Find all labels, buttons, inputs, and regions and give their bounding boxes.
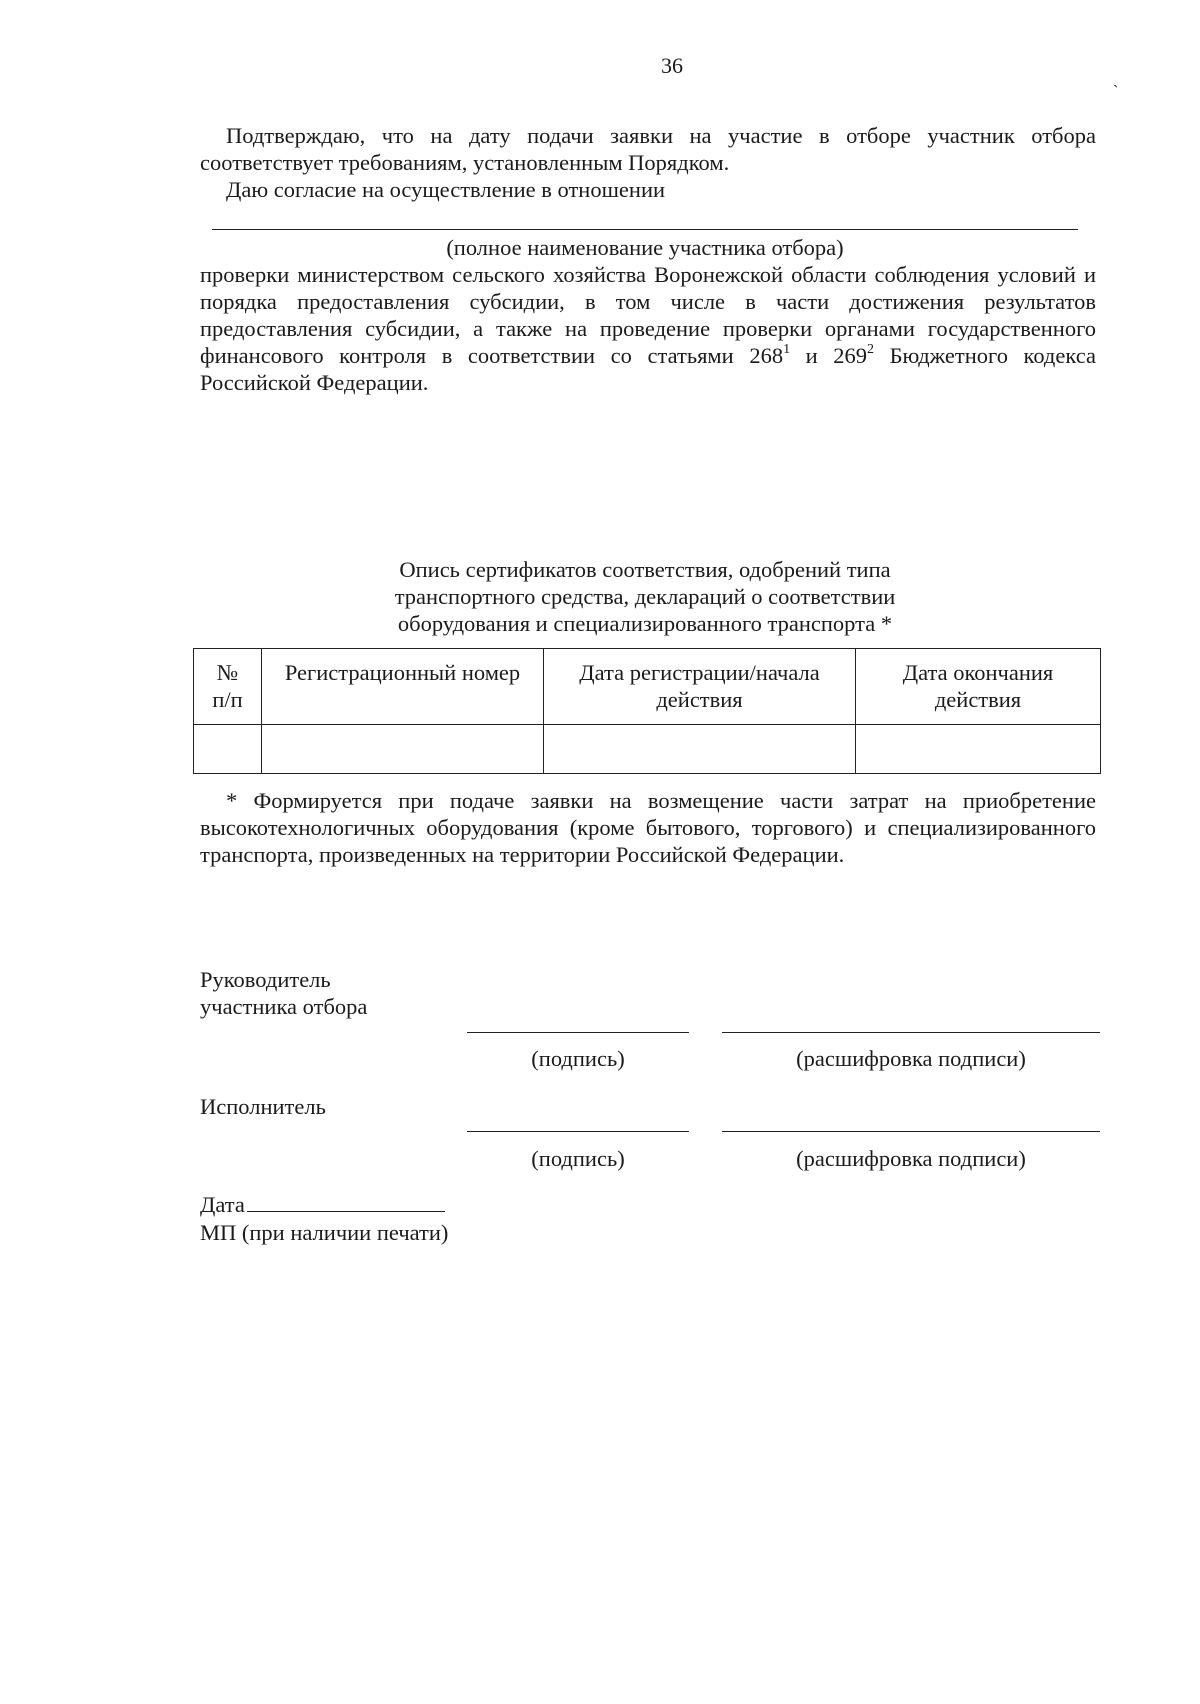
page-number: 36 [661,53,683,78]
executor-signature-caption: (подпись) [531,1146,625,1171]
consent-body: проверки министерством сельского хозяйства Воронежской области соблюдения условий и порядка предоставления субсидии, в том числе в части достижения результатов предоставления субсидии, а также на проведение проверки органами государственного финансового контроля в соответствии со статьями [200,262,1096,368]
head-label [200,966,367,1020]
inventory-title-line-2: транспортного средства, деклараций о соответствии [394,584,896,609]
table-cell[interactable] [194,725,262,774]
participant-name-line [212,229,1078,230]
corner-mark: ˏ [1113,71,1119,88]
footnote-text: * Формируется при подаче заявки на возмещение части затрат на приобретение высокотехнологичных оборудования (кроме бытового, торгового) и специализированного транспорта, произведенных на территории Российской Федерации. [200,788,1096,867]
footnote-paragraph [200,787,1096,868]
head-decoding-line[interactable] [722,1032,1100,1033]
column-header-end-date: Дата окончания действия [856,649,1101,725]
consent-paragraph [200,261,1096,396]
certificates-table [193,648,1101,774]
table-cell[interactable] [262,725,544,774]
table-cell[interactable] [544,725,856,774]
inventory-title-line-3: оборудования и специализированного транспорта * [397,611,893,636]
column-header-reg-date: Дата регистрации/начала действия [544,649,856,725]
consent-intro-line [200,176,1096,203]
table-header-row [194,649,1101,725]
confirmation-text: Подтверждаю, что на дату подачи заявки на участие в отборе участник отбора соответствует требованиям, установленным Порядком. [200,123,1096,175]
article-269: 269 [833,343,868,368]
conjunction: и [805,343,818,368]
executor-signature-line[interactable] [467,1131,689,1132]
inventory-title-line-1: Опись сертификатов соответствия, одобрений типа [399,557,891,582]
executor-decoding-caption: (расшифровка подписи) [796,1146,1026,1171]
stamp-label: МП (при наличии печати) [200,1220,449,1245]
inventory-title [330,556,960,637]
table-cell[interactable] [856,725,1101,774]
consent-tail: Бюджетного кодекса Российской Федерации. [200,343,1096,395]
article-268-sup: 1 [783,341,791,357]
article-269-sup: 2 [867,341,875,357]
column-header-reg-number: Регистрационный номер [262,649,544,725]
executor-decoding-line[interactable] [722,1131,1100,1132]
column-header-number: № п/п [194,649,262,725]
table-row [194,725,1101,774]
head-signature-caption: (подпись) [531,1046,625,1071]
participant-name-caption: (полное наименование участника отбора) [446,235,844,260]
head-label-line-2: участника отбора [200,994,368,1019]
confirmation-paragraph [200,122,1096,176]
head-label-line-1: Руководитель [200,967,331,992]
head-signature-line[interactable] [467,1032,689,1033]
date-label: Дата [200,1192,245,1217]
consent-intro: Даю согласие на осуществление в отношении [226,177,666,202]
article-268: 268 [749,343,784,368]
date-field[interactable] [247,1189,445,1212]
date-line [200,1189,445,1218]
executor-label: Исполнитель [200,1094,326,1119]
head-decoding-caption: (расшифровка подписи) [796,1046,1026,1071]
